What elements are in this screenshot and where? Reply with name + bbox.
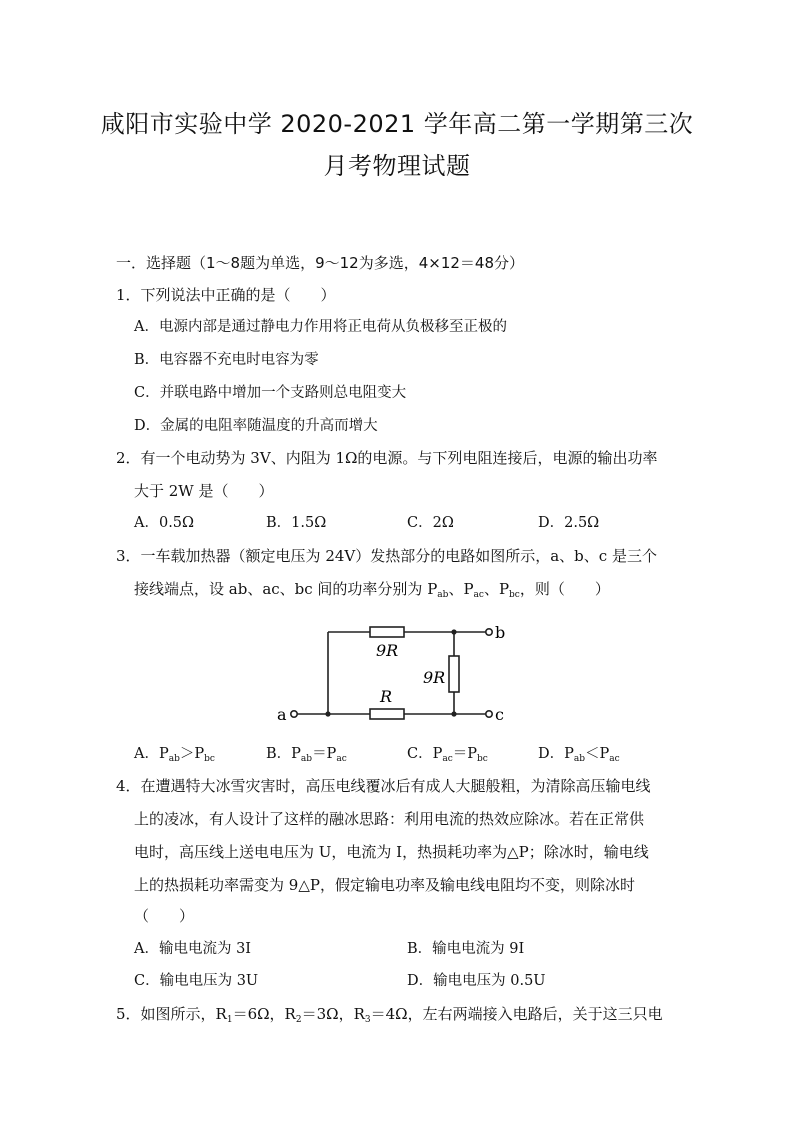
exam-title-line1: 咸阳市实验中学 2020-2021 学年高二第一学期第三次 xyxy=(100,110,694,138)
terminal-a-label: a xyxy=(277,705,287,724)
q3-option-d: D．$P_{ab}<P_{ac}$ xyxy=(538,746,620,764)
q4-option-b: B．输电电流为 9I xyxy=(407,941,525,957)
q1-stem: 1．下列说法中正确的是（ ） xyxy=(116,286,336,304)
q5-stem-line1: 5．如图所示，$R_1=6\Omega$，$R_2=3\Omega$，$R_3=4\Omega$，左右两端接入电路后，关于这三只电 xyxy=(116,1005,663,1025)
resistor-top xyxy=(370,627,404,637)
resistor-right xyxy=(449,656,459,692)
q4-stem-line4: 上的热损耗功率需变为 9△P，假定输电功率及输电线电阻均不变，则除冰时 xyxy=(134,876,635,894)
label-bottom-resistor: R xyxy=(380,687,393,706)
terminal-c-node xyxy=(486,711,492,717)
q1-option-a: A．电源内部是通过静电力作用将正电荷从负极移至正极的 xyxy=(134,319,507,335)
q4-option-a: A．输电电流为 3I xyxy=(134,941,252,957)
q4-stem-line2: 上的凌冰，有人设计了这样的融冰思路：利用电流的热效应除冰。若在正常供 xyxy=(134,810,645,828)
q3-option-b: B．$P_{ab}=P_{ac}$ xyxy=(266,746,347,764)
q2-option-d: D．2.5Ω xyxy=(538,515,600,531)
q3-option-a: A．$P_{ab}>P_{bc}$ xyxy=(134,746,215,764)
q4-stem-line3: 电时，高压线上送电电压为 U，电流为 I，热损耗功率为△P；除冰时，输电线 xyxy=(134,843,649,861)
terminal-b-label: b xyxy=(495,623,506,642)
q3-circuit-diagram xyxy=(270,616,510,728)
exam-title-line2: 月考物理试题 xyxy=(323,152,471,180)
q3-stem-line1: 3．一车载加热器（额定电压为 24V）发热部分的电路如图所示，a、b、c 是三个 xyxy=(116,547,657,565)
q4-stem-line1: 4．在遭遇特大冰雪灾害时，高压电线覆冰后有成人大腿般粗，为清除高压输电线 xyxy=(116,777,651,795)
q1-option-c: C．并联电路中增加一个支路则总电阻变大 xyxy=(134,385,407,401)
q3-option-c: C．$P_{ac}=P_{bc}$ xyxy=(407,746,488,764)
q2-stem-line1: 2．有一个电动势为 3V、内阻为 1Ω的电源。与下列电阻连接后，电源的输出功率 xyxy=(116,449,658,467)
junction-dot xyxy=(451,711,456,716)
section-heading: 一．选择题（1～8题为单选，9～12为多选，4×12＝48分） xyxy=(116,254,525,272)
q4-option-d: D．输电电压为 0.5U xyxy=(407,973,546,989)
q2-option-b: B．1.5Ω xyxy=(266,515,327,531)
junction-dot xyxy=(325,711,330,716)
q1-option-b: B．电容器不充电时电容为零 xyxy=(134,352,319,368)
q2-option-c: C．2Ω xyxy=(407,515,454,531)
junction-dot xyxy=(451,629,456,634)
label-right-resistor: 9R xyxy=(423,668,446,687)
q4-stem-line5: （ ） xyxy=(134,907,195,925)
terminal-c-label: c xyxy=(495,705,504,724)
q1-option-d: D．金属的电阻率随温度的升高而增大 xyxy=(134,418,378,434)
q2-option-a: A．0.5Ω xyxy=(134,515,195,531)
terminal-a-node xyxy=(291,711,297,717)
q3-stem-line2: 接线端点，设 ab、ac、bc 间的功率分别为 $P_{ab}$、$P_{ac}$、$P_{bc}$，则（ ） xyxy=(134,580,610,600)
terminal-b-node xyxy=(486,629,492,635)
resistor-bottom xyxy=(370,709,404,719)
q4-option-c: C．输电电压为 3U xyxy=(134,973,259,989)
q2-stem-line2: 大于 2W 是（ ） xyxy=(134,482,274,500)
label-top-resistor: 9R xyxy=(376,641,399,660)
